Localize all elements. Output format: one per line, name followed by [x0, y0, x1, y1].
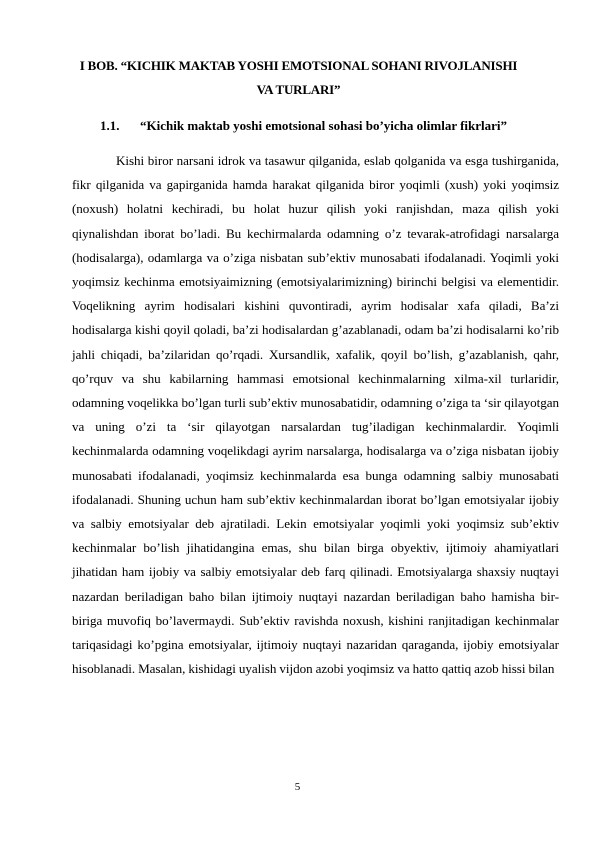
section-number: 1.1. — [100, 118, 120, 133]
body-paragraph: Kishi biror narsani idrok va tasawur qilganida, eslab qolganida va esga tushirganida, fikr qilganida va gapirganida hamda harakat qilganida biror yoqimli (xush) yoki yoqimsiz (noxush) holatni kechiradi, bu holat huzur qilish yoki ranjishdan, maza qilish yoki qiynalishdan iborat bo’ladi. Bu kechirmalarda odamning o’z tevarak-atrofidagi narsalarga (hodisalarga), odamlarga va o’ziga nisbatan sub’ektiv munosabati ifodalanadi. Yoqimli yoki yoqimsiz kechinma emotsiyaimizning (emotsiyalarimizning) birinchi belgisi va elementidir. Voqelikning ayrim hodisalari kishini quvontiradi, ayrim hodisalar xafa qiladi, Ba’zi hodisalarga kishi qoyil qoladi, ba’zi hodisalardan g’azablanadi, odam ba’zi hodisalarni ko’rib jahli chiqadi, ba’zilaridan qo’rqadi. Xursandlik, xafalik, qoyil bo’lish, g’azablanish, qahr, qo’rquv va shu kabilarning hammasi emotsional kechinmalarning xilma-xil turlaridir, odamning voqelikka bo’lgan turli sub’ektiv munosabatidir, odamning o’ziga ta ‘sir qilayotgan va uning o’zi ta ‘sir qilayotgan narsalardan tug’iladigan kechinmalardir. Yoqimli kechinmalarda odamning voqelikdagi ayrim narsalarga, hodisalarga va o’ziga nisbatan ijobiy munosabati ifodalanadi, yoqimsiz kechinmalarda esa bunga odamning salbiy munosabati ifodalanadi. Shuning uchun ham sub’ektiv kechinmalardan iborat bo’lgan emotsiyalar ijobiy va salbiy emotsiyalar deb ajratiladi. Lekin emotsiyalar yoqimli yoki yoqimsiz sub’ektiv kechinmalar bo’lish jihatidangina emas, shu bilan birga obyektiv, ijtimoiy ahamiyatlari jihatidan ham ijobiy va salbiy emotsiyalar deb farq qilinadi. Emotsiyalarga shaxsiy nuqtayi nazardan beriladigan baho bilan ijtimoiy nuqtayi nazardan beriladigan baho hamisha bir-biriga muvofiq bo’lavermaydi. Sub’ektiv ravishda noxush, kishini ranjitadigan kechinmalar tariqasidagi ko’pgina emotsiyalar, ijtimoiy nuqtayi nazaridan qaraganda, ijobiy emotsiyalar hisoblanadi. Masalan, kishidagi uyalish vijdon azobi yoqimsiz va hatto qattiq azob hissi bilan — [72, 153, 559, 677]
section-heading — [100, 117, 560, 135]
section-title: “Kichik maktab yoshi emotsional sohasi bo’yicha olimlar fikrlari” — [140, 118, 508, 133]
chapter-title: I BOB. “KICHIK MAKTAB YOSHI EMOTSIONAL SOHANI RIVOJLANISHI VA TURLARI” — [79, 58, 518, 97]
page-number: 5 — [294, 781, 301, 793]
